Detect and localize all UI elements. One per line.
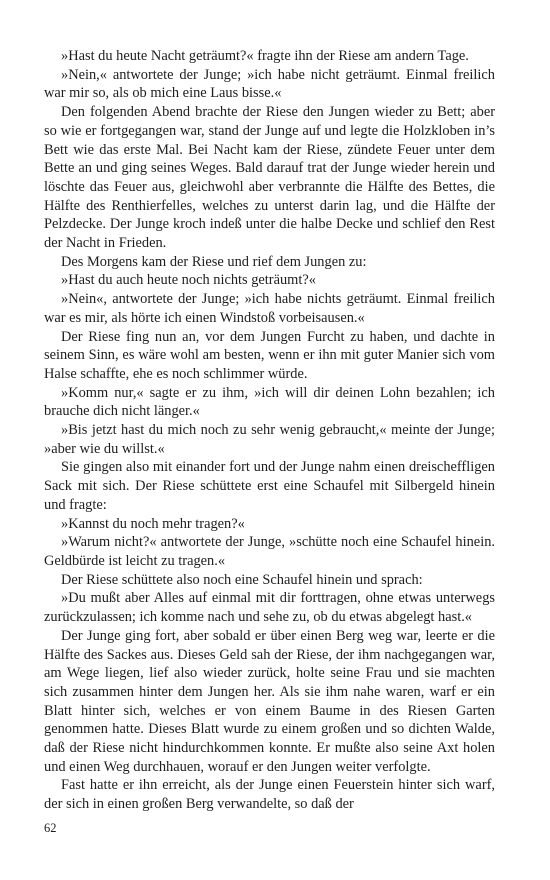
paragraph-15: Der Junge ging fort, aber sobald er über einen Berg weg war, leerte er die Hälfte des Sackes aus. Dieses Geld sah der Riese, der ihm nachgegangen war, am Wege liegen, lief also wieder zurück, holte seine Frau und sie machten sich zusammen hinter dem Jungen her. Als sie ihm nahe waren, warf er ein Blatt hinter sich, welches er von einem Baume in des Riesen Garten genommen hatte. Dieses Blatt wurde zu einem großen und so dichten Walde, daß der Riese nicht hindurchkommen konnte. Er mußte also seine Axt holen und einen Weg durchhauen, worauf er den Jungen weiter verfolgte. (44, 627, 495, 775)
paragraph-2: »Nein,« antwortete der Junge; »ich habe nicht geträumt. Einmal freilich war mir so, als ob mich eine Laus bisse.« (44, 66, 495, 102)
paragraph-16: Fast hatte er ihn erreicht, als der Junge einen Feuerstein hinter sich warf, der sich in einen großen Berg verwandelte, so daß der (44, 777, 495, 813)
paragraph-4: Des Morgens kam der Riese und rief dem Jungen zu: (61, 253, 367, 270)
paragraph-1: »Hast du heute Nacht geträumt?« fragte ihn der Riese am andern Tage. (61, 48, 469, 64)
page-number: 62 (44, 821, 57, 835)
paragraph-3: Den folgenden Abend brachte der Riese den Jungen wieder zu Bett; aber so wie er fortgegangen war, stand der Junge auf und legte die Holzkloben in’s Bett wie das erste Mal. Bei Nacht kam der Riese, zündete Feuer unter dem Bette an und ging seines Weges. Bald darauf trat der Junge wieder herein und löschte das Feuer aus, gleichwohl aber verbrannte die Hälfte des Bettes, die Hälfte des Renthierfelles, welches zu unterst darin lag, und die Hälfte der Pelzdecke. Der Junge kroch indeß unter die halbe Decke und schlief den Rest der Nacht in Frieden. (44, 104, 495, 252)
paragraph-6: »Nein«, antwortete der Junge; »ich habe nichts geträumt. Einmal freilich war es mir, als hörte ich einen Windstoß vorbeisausen.« (44, 291, 495, 326)
paragraph-5: »Hast du auch heute noch nichts geträumt?« (61, 272, 316, 289)
paragraph-10: Sie gingen also mit einander fort und der Junge nahm einen dreischeffligen Sack mit sich. Der Riese schüttete erst eine Schaufel mit Silbergeld hinein und fragte: (44, 459, 495, 513)
paragraph-13: Der Riese schüttete also noch eine Schaufel hinein und sprach: (61, 571, 423, 588)
paragraph-11: »Kannst du noch mehr tragen?« (61, 515, 245, 532)
book-page-body (44, 47, 495, 814)
paragraph-12: »Warum nicht?« antwortete der Junge, »schütte noch eine Schaufel hinein. Geldbürde ist leicht zu tragen.« (44, 534, 495, 569)
paragraph-14: »Du mußt aber Alles auf einmal mit dir forttragen, ohne etwas unterwegs zurückzulassen; ich komme nach und sehe zu, ob du etwas abgelegt hast.« (44, 590, 495, 626)
paragraph-7: Der Riese fing nun an, vor dem Jungen Furcht zu haben, und dachte in seinem Sinn, es wäre wohl am besten, wenn er ihn mit guter Manier sich vom Halse schaffte, ehe es noch schlimmer würde. (44, 328, 495, 382)
paragraph-8: »Komm nur,« sagte er zu ihm, »ich will dir deinen Lohn bezahlen; ich brauche dich nicht länger.« (44, 384, 495, 420)
paragraph-9: »Bis jetzt hast du mich noch zu sehr wenig gebraucht,« meinte der Junge; »aber wie du willst.« (44, 422, 495, 457)
